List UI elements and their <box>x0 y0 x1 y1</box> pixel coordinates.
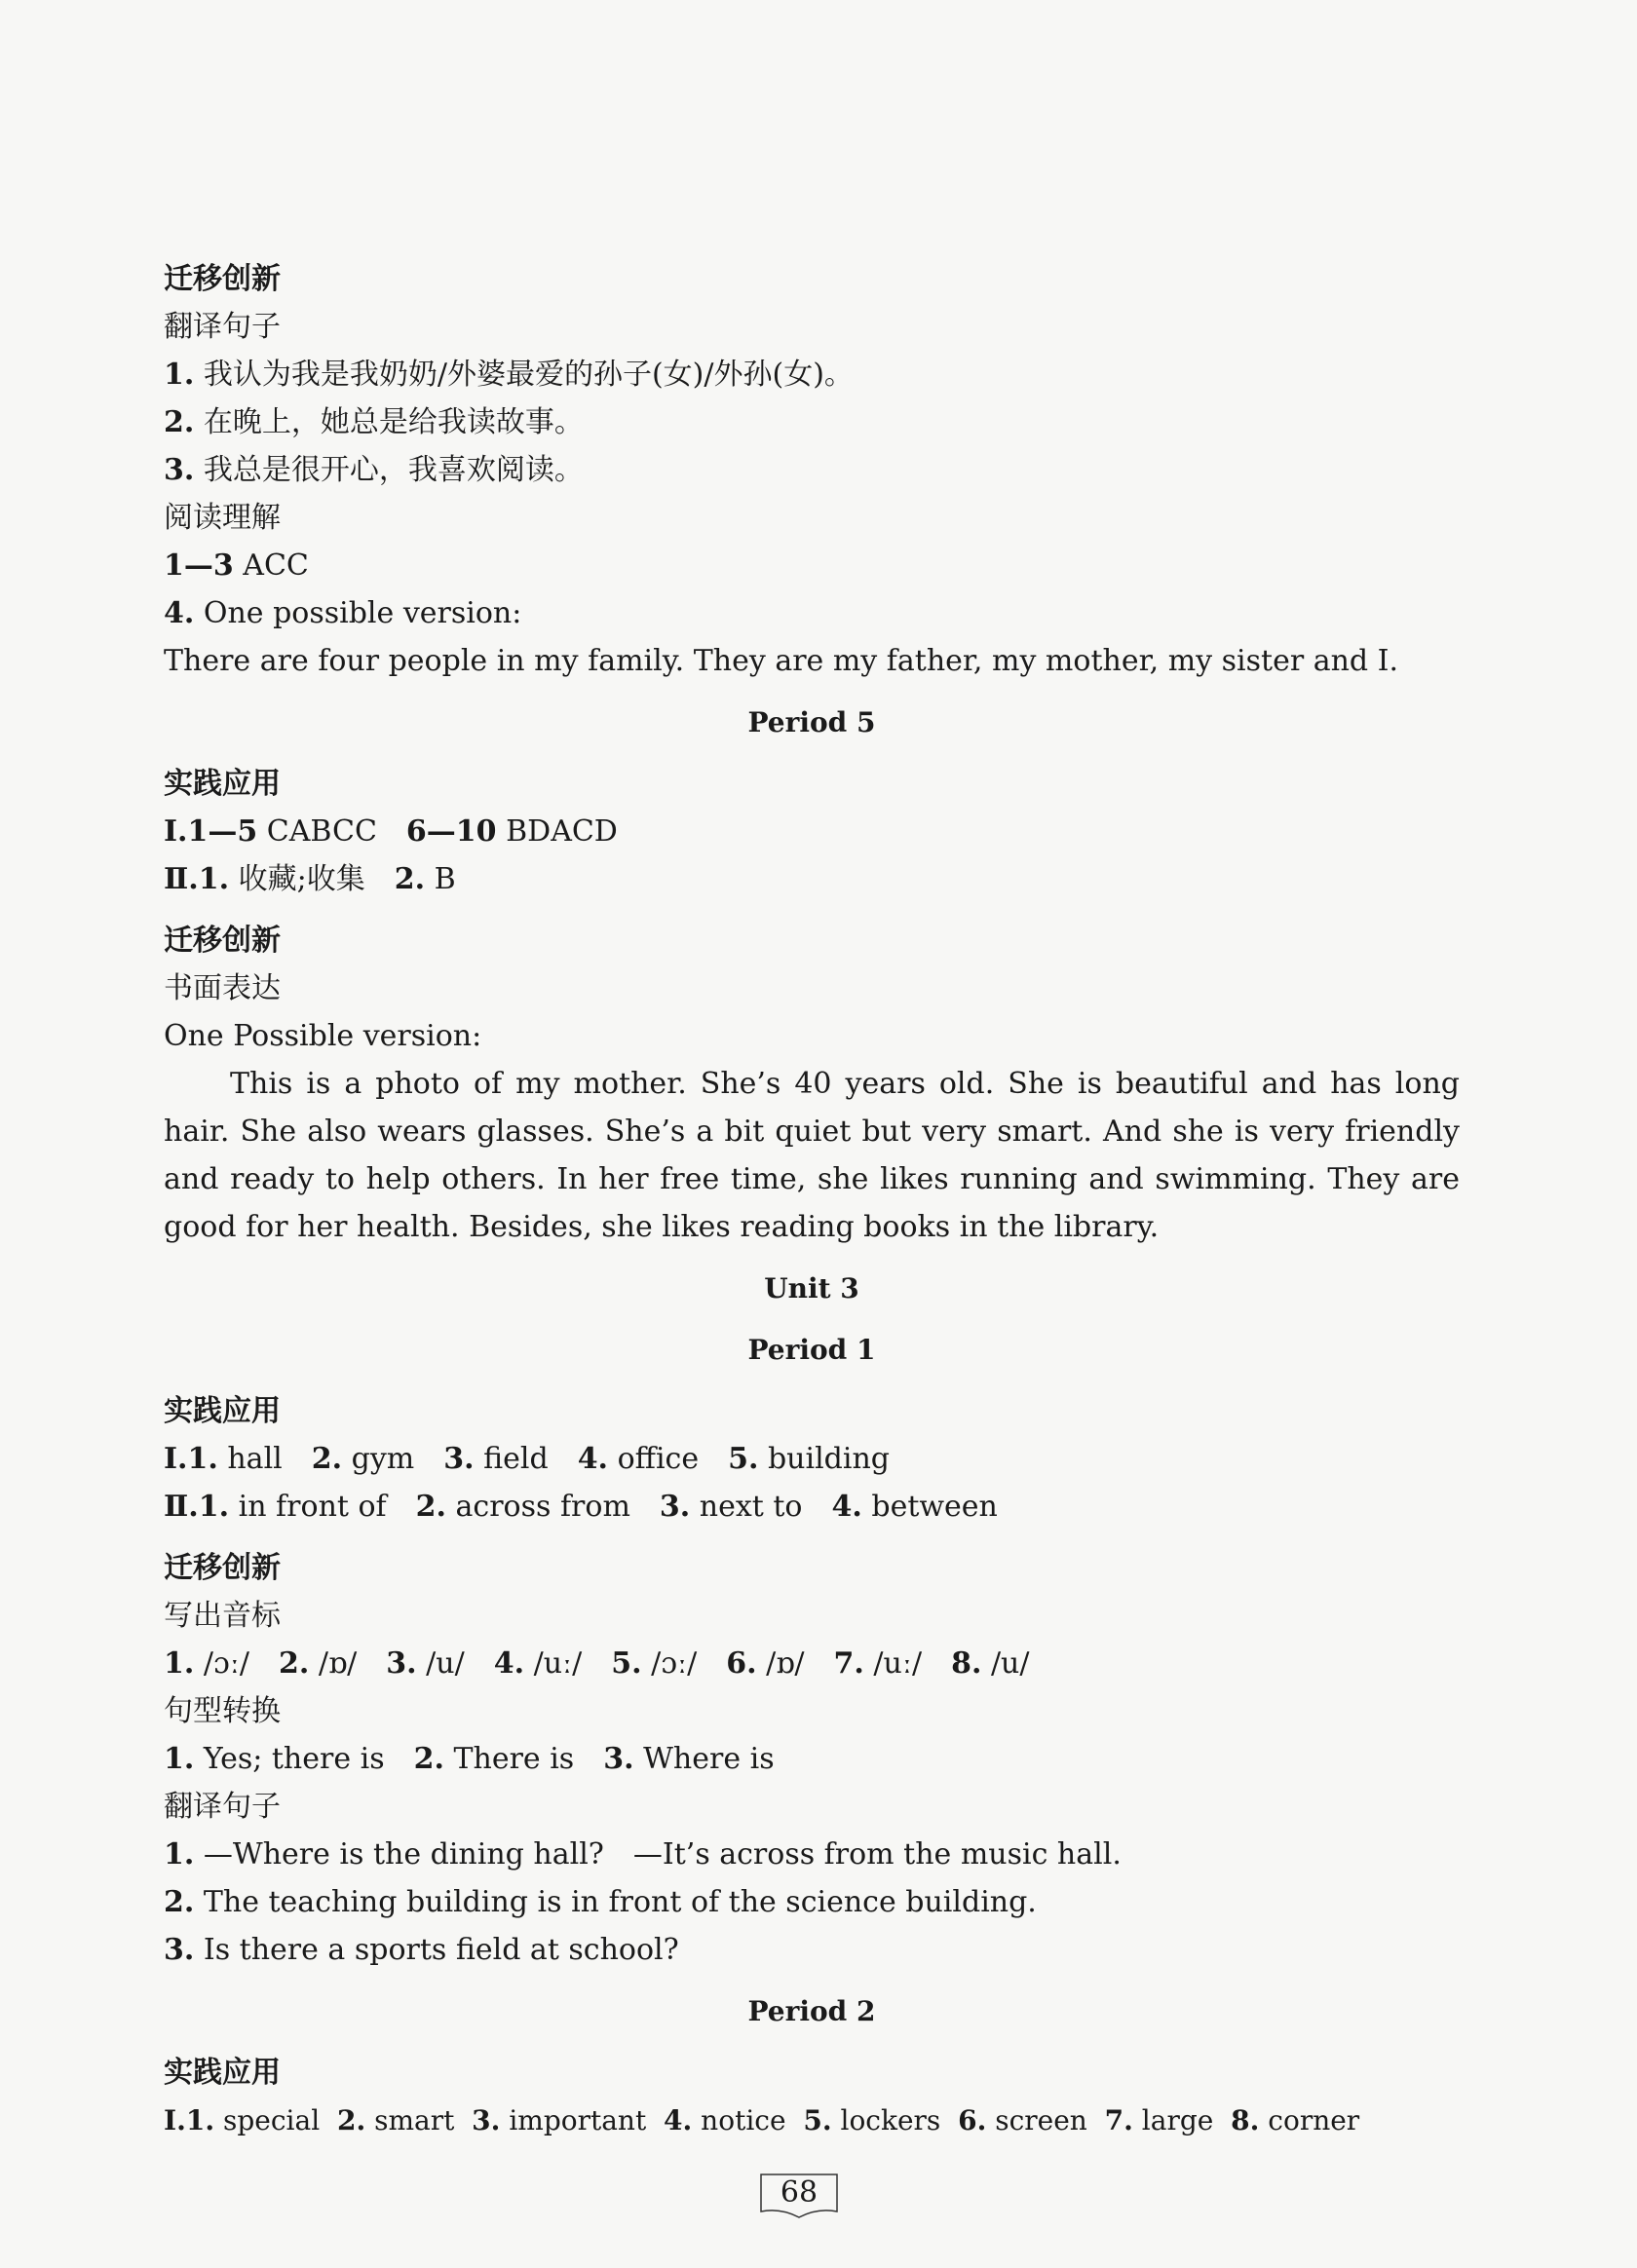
answer-line: 1. 我认为我是我奶奶/外婆最爱的孙子(女)/外孙(女)。 <box>164 358 854 392</box>
section-heading: 实践应用 <box>164 1394 281 1428</box>
answer-line: Ⅱ.1. in front of 2. across from 3. next to 4. between <box>164 1490 998 1524</box>
period-title: Period 2 <box>747 1995 876 2027</box>
essay-paragraph: This is a photo of my mother. She’s 40 years old. She is beautiful and has long hair. She also wears glasses. She’s a bit quiet but very smart. And she is very friendly and ready to help others. In her free time, she likes running and swimming. They are good for her health. Besides, she likes reading books in the library. <box>164 1067 1460 1244</box>
subsection-label: 阅读理解 <box>164 501 281 535</box>
section-heading: 迁移创新 <box>164 924 281 958</box>
section-heading: 迁移创新 <box>164 1551 281 1585</box>
page-content <box>164 255 1460 2144</box>
answer-line: There are four people in my family. They are my father, my mother, my sister and I. <box>164 644 1399 678</box>
section-heading: 迁移创新 <box>164 262 281 296</box>
subsection-label: 翻译句子 <box>164 310 281 344</box>
answer-line: 1. —Where is the dining hall? —It’s across from the music hall. <box>164 1837 1122 1871</box>
section-heading: 实践应用 <box>164 2056 281 2090</box>
answer-line: One Possible version: <box>164 1019 482 1053</box>
answer-line: 2. 在晚上，她总是给我读故事。 <box>164 405 584 439</box>
period-title: Period 5 <box>747 706 876 738</box>
answer-line: 2. The teaching building is in front of the science building. <box>164 1885 1037 1919</box>
answer-line: Ⅱ.1. 收藏;收集 2. B <box>164 862 456 896</box>
subsection-label: 书面表达 <box>164 971 281 1005</box>
subsection-label: 句型转换 <box>164 1694 281 1728</box>
answer-line: Ⅰ.1. hall 2. gym 3. field 4. office 5. building <box>164 1442 891 1476</box>
page-number: 68 <box>755 2169 843 2223</box>
subsection-label: 写出音标 <box>164 1599 281 1633</box>
answer-line: 1—3 ACC <box>164 548 309 583</box>
unit-title: Unit 3 <box>764 1272 859 1304</box>
answer-line: 1. /ɔː/ 2. /ɒ/ 3. /u/ 4. /uː/ 5. /ɔː/ 6. /ɒ/ 7. /uː/ 8. /u/ <box>164 1646 1030 1681</box>
answer-line: Ⅰ.1. special 2. smart 3. important 4. notice 5. lockers 6. screen 7. large 8. corner <box>164 2104 1360 2136</box>
answer-line: 1. Yes; there is 2. There is 3. Where is <box>164 1742 775 1776</box>
answer-line: 3. Is there a sports field at school? <box>164 1933 679 1967</box>
section-heading: 实践应用 <box>164 767 281 801</box>
answer-line: Ⅰ.1—5 CABCC 6—10 BDACD <box>164 814 618 849</box>
answer-line: 4. One possible version: <box>164 596 522 630</box>
subsection-label: 翻译句子 <box>164 1790 281 1824</box>
answer-line: 3. 我总是很开心，我喜欢阅读。 <box>164 453 584 487</box>
period-title: Period 1 <box>747 1334 876 1366</box>
